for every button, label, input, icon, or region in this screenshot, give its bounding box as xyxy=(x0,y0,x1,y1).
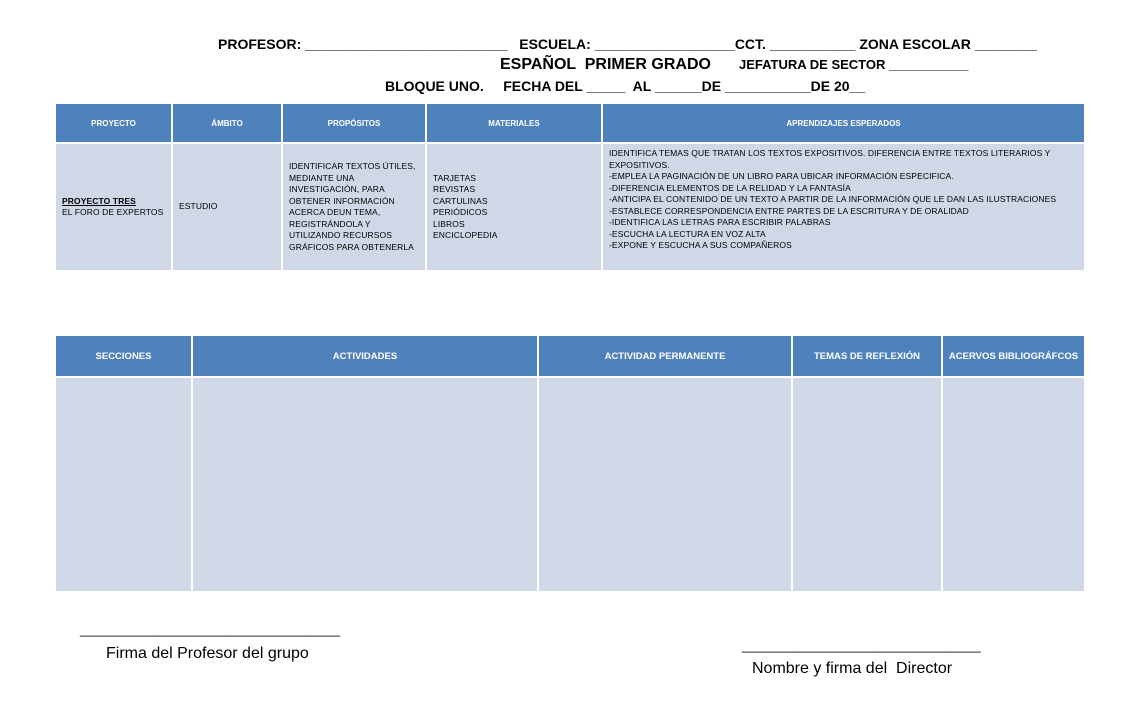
cell-proyecto xyxy=(56,143,172,271)
cell-secciones[interactable] xyxy=(56,377,192,592)
list-item: IDENTIFICA TEMAS QUE TRATAN LOS TEXTOS EXPOSITIVOS. DIFERENCIA ENTRE TEXTOS LITERARIOS Y EXPOSITIVOS. xyxy=(609,148,1051,170)
header-title-row xyxy=(500,56,1134,74)
cell-ambito: ESTUDIO xyxy=(172,143,282,271)
header-line-profesor-escuela: PROFESOR: __________________________ ESCUELA: __________________CCT. ___________ ZONA ESCOLAR ________ xyxy=(218,36,1038,52)
col-header-actividad-permanente: ACTIVIDAD PERMANENTE xyxy=(538,336,792,377)
col-header-actividades: ACTIVIDADES xyxy=(192,336,538,377)
proyecto-name: EL FORO DE EXPERTOS xyxy=(62,207,164,217)
profesor-signature-line: ____________________________________ xyxy=(80,622,341,637)
cell-temas-reflexion[interactable] xyxy=(792,377,942,592)
project-table xyxy=(56,104,1084,272)
cell-actividad-permanente[interactable] xyxy=(538,377,792,592)
col-header-aprendizajes: APRENDIZAJES ESPERADOS xyxy=(602,104,1084,143)
header-line-bloque-fecha: BLOQUE UNO. FECHA DEL _____ AL ______DE ___________DE 20__ xyxy=(385,78,866,94)
list-item: -DIFERENCIA ELEMENTOS DE LA RELIDAD Y LA FANTASÍA xyxy=(609,182,851,193)
director-signature-line: _________________________________ xyxy=(742,638,981,653)
table-row xyxy=(56,143,1084,271)
list-item: REVISTAS xyxy=(433,184,476,194)
director-signature-label: Nombre y firma del Director xyxy=(752,660,953,677)
col-header-acervos: ACERVOS BIBLIOGRÁFCOS xyxy=(942,336,1084,377)
profesor-signature-label: Firma del Profesor del grupo xyxy=(106,645,309,662)
col-header-propositos: PROPÓSITOS xyxy=(282,104,426,143)
list-item: PERIÓDICOS xyxy=(433,207,488,217)
project-table-header-row xyxy=(56,104,1084,143)
cell-materiales xyxy=(426,143,602,271)
list-item: CARTULINAS xyxy=(433,195,488,206)
activities-table xyxy=(56,336,1084,593)
activities-table-header-row xyxy=(56,336,1084,377)
list-item: ENCICLOPEDIA xyxy=(433,230,498,240)
list-item: LIBROS xyxy=(433,218,465,229)
list-item: -IDENTIFICA LAS LETRAS PARA ESCRIBIR PALABRAS xyxy=(609,217,831,227)
proyecto-title: PROYECTO TRES xyxy=(62,195,136,206)
list-item: -EMPLEA LA PAGINACIÓN DE UN LIBRO PARA UBICAR INFORMACIÓN ESPECIFICA. xyxy=(609,171,954,181)
col-header-materiales: MATERIALES xyxy=(426,104,602,143)
col-header-temas-reflexion: TEMAS DE REFLEXIÓN xyxy=(792,336,942,377)
jefatura-sector-field: JEFATURA DE SECTOR ___________ xyxy=(738,57,969,72)
list-item: TARJETAS xyxy=(433,172,476,183)
table-row xyxy=(56,377,1084,592)
cell-actividades[interactable] xyxy=(192,377,538,592)
cell-aprendizajes xyxy=(602,143,1084,271)
col-header-secciones: SECCIONES xyxy=(56,336,192,377)
col-header-proyecto: PROYECTO xyxy=(56,104,172,143)
page-title: ESPAÑOL PRIMER GRADO xyxy=(500,56,711,73)
cell-propositos: IDENTIFICAR TEXTOS ÚTILES, MEDIANTE UNA INVESTIGACIÓN, PARA OBTENER INFORMACIÓN ACERCA DEUN TEMA, REGISTRÁNDOLA Y UTILIZANDO RECURSOS GRÁFICOS PARA OBTENERLA xyxy=(282,143,426,271)
list-item: -ANTICIPA EL CONTENIDO DE UN TEXTO A PARTIR DE LA INFORMACIÓN QUE LE DAN LAS ILUSTRACIONES xyxy=(609,194,1057,204)
list-item: -ESCUCHA LA LECTURA EN VOZ ALTA xyxy=(609,228,766,239)
list-item: -EXPONE Y ESCUCHA A SUS COMPAÑEROS xyxy=(609,240,792,250)
cell-acervos[interactable] xyxy=(942,377,1084,592)
col-header-ambito: ÁMBITO xyxy=(172,104,282,143)
list-item: -ESTABLECE CORRESPONDENCIA ENTRE PARTES DE LA ESCRITURA Y DE ORALIDAD xyxy=(609,205,969,216)
